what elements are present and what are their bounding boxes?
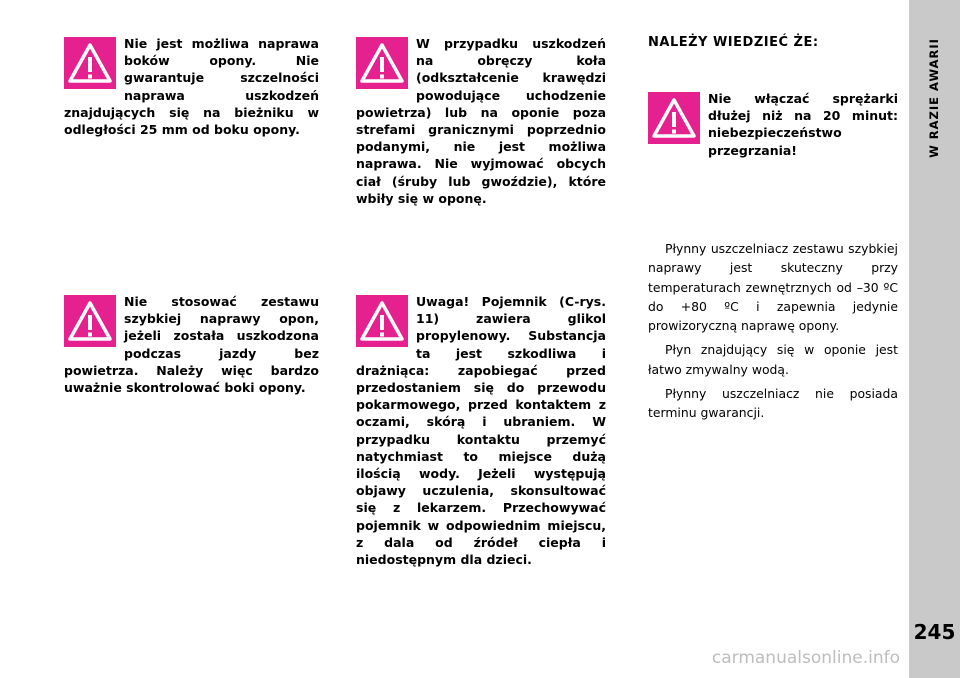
section-tab-text: W RAZIE AWARII [927, 38, 941, 158]
warning-text: W przypadku uszkodzeń na obręczy koła (odkształcenie krawędzi powodujące uchodzenie powietrza) lub na oponie poza strefami granicznymi poprzednio podanymi, nie jest możliwa naprawa. Nie wyjmować obcych ciał (śruby lub gwoździe), które wbiły się w oponę. [356, 36, 606, 206]
warning-block-compressor [648, 90, 898, 159]
warning-block-glycol [356, 293, 606, 568]
section-heading: NALEŻY WIEDZIEĆ ŻE: [648, 35, 819, 50]
warning-text: Uwaga! Pojemnik (C-rys. 11) zawiera glikol propylenowy. Substancja ta jest szkodliwa i drażniąca: zapobiegać przed przedostaniem się do przewodu pokarmowego, przed kontaktem z oczami, skórą i ubraniem. W przypadku kontaktu przemyć natychmiast to miejsce dużą ilością wody. Jeżeli występują objawy uczulenia, skonsultować się z lekarzem. Przechowywać pojemnik w odpowiednim miejscu, z dala od źródeł ciepła i niedostępnym dla dzieci. [356, 294, 606, 568]
warning-text: Nie włączać sprężarki dłużej niż na 20 minut: niebezpieczeństwo przegrzania! [708, 91, 898, 158]
warning-block-rim-damage [356, 35, 606, 207]
paragraph-temperature: Płynny uszczelniacz zestawu szybkiej naprawy jest skuteczny przy temperaturach zewnętrznych od –30 ºC do +80 ºC i zapewnia jedynie prowizoryczną naprawę opony. [648, 241, 898, 334]
warning-block-tyre-sides [64, 35, 319, 138]
page-number: 245 [913, 620, 956, 644]
paragraph-washable: Płyn znajdujący się w oponie jest łatwo zmywalny wodą. [648, 342, 898, 377]
warning-text: Nie stosować zestawu szybkiej naprawy opon, jeżeli została uszkodzona podczas jazdy bez powietrza. Należy więc bardzo uważnie skontrolować boki opony. [64, 294, 319, 396]
paragraph-warranty: Płynny uszczelniacz nie posiada terminu gwarancji. [648, 386, 898, 421]
body-text [648, 239, 898, 423]
warning-triangle-icon [356, 295, 408, 347]
warning-triangle-icon [356, 37, 408, 89]
watermark: carmanualsonline.info [711, 648, 900, 668]
warning-triangle-icon [64, 37, 116, 89]
warning-text: Nie jest możliwa naprawa boków opony. Nie gwarantuje szczelności naprawa uszkodzeń znajdujących się na bieżniku w odległości 25 mm od boku opony. [64, 36, 319, 138]
warning-triangle-icon [648, 92, 700, 144]
warning-block-flat-driving [64, 293, 319, 396]
warning-triangle-icon [64, 295, 116, 347]
